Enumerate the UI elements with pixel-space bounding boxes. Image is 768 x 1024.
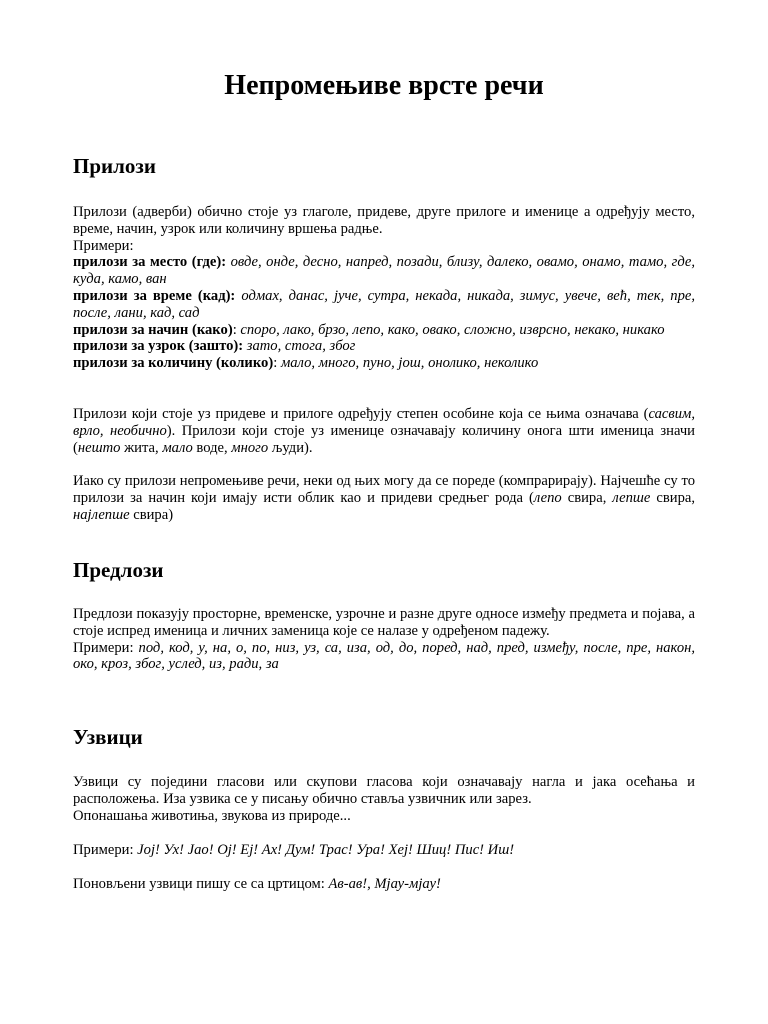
adverb-type-place — [73, 254, 695, 288]
interjections-intro: Узвици су поједини гласови или скупови гласова који означавају нагла и јака осећања и расположења. Иза узвика се у писању обично ставља узвичник или зарез. — [73, 774, 695, 807]
interjections-imitation: Опонашања животиња, звукова из природе... — [73, 807, 351, 824]
prepositions-examples — [73, 640, 695, 674]
interjections-repeated — [73, 876, 695, 893]
adverb-type-label: прилози за време (кад): — [73, 287, 236, 304]
paragraph-text: воде, — [192, 439, 232, 456]
example-word: мало — [162, 439, 193, 456]
paragraph-text: свира, — [650, 489, 695, 506]
adverb-type-examples: мало, много, пуно, још, онолико, неколико — [280, 355, 539, 372]
repeated-examples: Ав-ав!, Мјау-мјау! — [328, 876, 441, 892]
paragraph-text: свира, — [561, 489, 613, 506]
adverb-type-label: прилози за начин (како) — [73, 321, 233, 338]
interjections-examples — [73, 842, 695, 859]
section-heading-interjections: Узвици — [73, 725, 143, 749]
examples-list: под, код, у, на, о, по, низ, уз, са, иза, од, до, поред, над, пред, између, после, пре, након, око, кроз, због, услед, из, ради, за — [73, 639, 695, 673]
adverb-type-examples: овде, онде, десно, напред, позади, близу, далеко, овамо, онамо, тамо, где, куда, камо, ван — [73, 254, 696, 288]
adverb-type-examples: одмах, данас, јуче, сутра, некада, никада, зимус, увече, већ, тек, пре, после, лани, кад, сад — [73, 287, 696, 321]
adverb-type-time — [73, 288, 695, 322]
example-word: лепше — [612, 489, 651, 506]
adverb-type-separator: : — [273, 355, 278, 372]
paragraph-text: ). Прилози који стоје уз именице означавају количину онога шти именица значи ( — [73, 422, 695, 456]
paragraph-text: свира) — [129, 506, 174, 523]
section-heading-adverbs: Прилози — [73, 154, 156, 178]
adverb-type-manner — [73, 322, 695, 339]
adverb-type-cause — [73, 338, 695, 355]
interjections-section-body — [73, 774, 695, 824]
examples-list: Јој! Ух! Јао! Ој! Еј! Ах! Дум! Трас! Ура! Хеј! Шиц! Пис! Иш! — [137, 842, 515, 858]
section-heading-prepositions: Предлози — [73, 558, 164, 582]
adverb-type-label: прилози за узрок (зашто): — [73, 338, 244, 355]
example-word: сасвим, врло, необично — [73, 406, 695, 439]
adverb-type-examples: зато, стога, због — [246, 338, 356, 355]
prepositions-section-body — [73, 606, 695, 673]
example-word: најлепше — [73, 506, 130, 523]
prepositions-intro: Предлози показују просторне, временске, узрочне и разне друге односе између предмета и појава, а стоје испред именица и личних заменица које се налазе у одређеном падежу. — [73, 606, 695, 639]
adverbs-examples-label: Примери: — [73, 237, 134, 254]
repeated-label: Поновљени узвици пишу се са цртицом: — [73, 876, 329, 892]
paragraph-text: жита, — [120, 439, 163, 456]
example-word: лепо — [533, 489, 562, 506]
page-title: Непромењиве врсте речи — [224, 70, 544, 101]
paragraph-text: Прилози који стоје уз придеве и прилоге одређују степен особине која се њима означава ( — [73, 406, 649, 422]
example-word: много — [231, 439, 269, 456]
examples-label: Примери: — [73, 639, 139, 656]
adverb-type-label: прилози за количину (колико) — [73, 355, 274, 372]
examples-label: Примери: — [73, 842, 138, 858]
example-word: нешто — [77, 439, 121, 456]
adverb-type-examples: споро, лако, брзо, лепо, како, овако, сложно, изврсно, некако, никако — [240, 321, 665, 338]
adverbs-intro: Прилози (адверби) обично стоје уз глаголе, придеве, друге прилоге и именице а одређују место, време, начин, узрок или количину вршења радње. — [73, 204, 695, 237]
adverbs-section-body — [73, 204, 695, 372]
adverb-type-label: прилози за место (где): — [73, 254, 227, 271]
adverbs-degree-paragraph — [73, 406, 695, 456]
adverb-type-quantity — [73, 355, 695, 372]
adverb-type-separator: : — [232, 321, 237, 338]
adverbs-comparison-paragraph — [73, 473, 695, 523]
paragraph-text: људи). — [268, 439, 313, 456]
paragraph-text: Иако су прилози непромењиве речи, неки од њих могу да се пореде (компрарирају). Најчешће су то прилози за начин који имају исти облик као и придеви средњег рода ( — [73, 473, 695, 506]
